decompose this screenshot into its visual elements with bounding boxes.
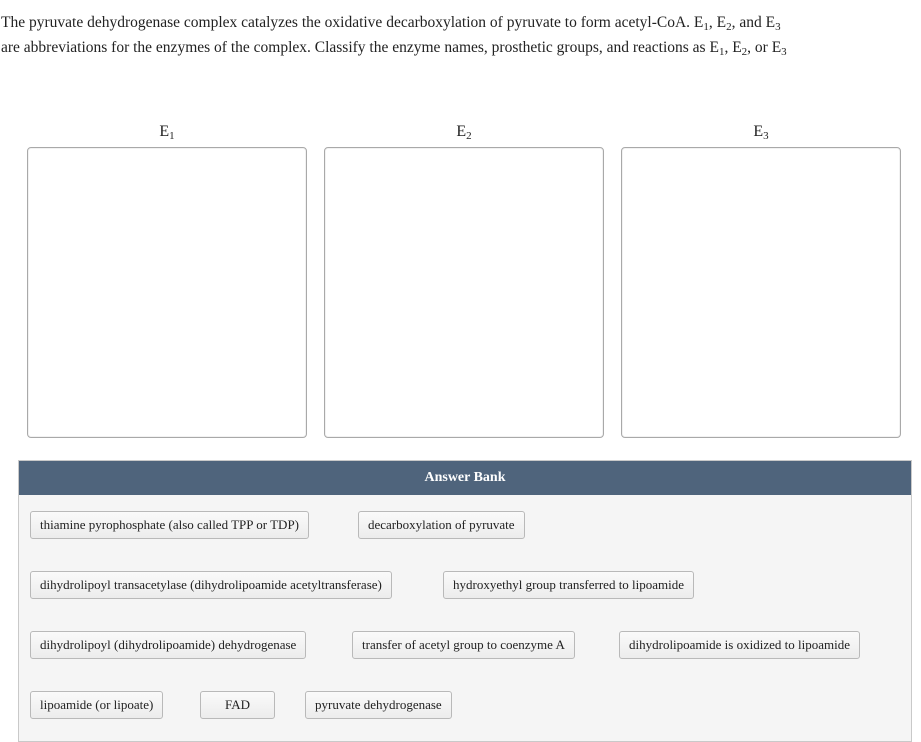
bin-label-e2: $E_2$ (456, 123, 472, 142)
answer-chip-thiamine-pyrophosphate[interactable]: thiamine pyrophosphate (also called TPP or TDP) (30, 511, 309, 539)
drop-zone-e1[interactable] (27, 147, 307, 438)
bin-label-e1: $E_1$ (159, 123, 175, 142)
question-line-1: The pyruvate dehydrogenase complex catalyzes the oxidative decarboxylation of pyruvate to form acetyl-CoA. $E_1$, $E_2$, and $E_3$ (1, 14, 781, 33)
answer-chip-pyruvate-dehydrogenase[interactable]: pyruvate dehydrogenase (305, 691, 452, 719)
drop-zone-e2[interactable] (324, 147, 604, 438)
drop-zone-e3[interactable] (621, 147, 901, 438)
answer-chip-acetyl-transfer-coa[interactable]: transfer of acetyl group to coenzyme A (352, 631, 575, 659)
answer-chip-dihydrolipoyl-transacetylase[interactable]: dihydrolipoyl transacetylase (dihydrolipoamide acetyltransferase) (30, 571, 392, 599)
question-line-2: are abbreviations for the enzymes of the complex. Classify the enzyme names, prosthetic groups, and reactions as $E_1$, $E_2$, or $E_3$ (1, 39, 787, 58)
answer-chip-fad[interactable]: FAD (200, 691, 275, 719)
answer-chip-decarboxylation-of-pyruvate[interactable]: decarboxylation of pyruvate (358, 511, 525, 539)
answer-bank (18, 460, 912, 742)
question-text (1, 10, 921, 60)
answer-chip-lipoamide[interactable]: lipoamide (or lipoate) (30, 691, 163, 719)
bin-label-e3: $E_3$ (753, 123, 769, 142)
answer-chip-hydroxyethyl-transfer[interactable]: hydroxyethyl group transferred to lipoamide (443, 571, 694, 599)
answer-bank-title: Answer Bank (19, 461, 911, 495)
answer-chip-dihydrolipoamide-oxidized[interactable]: dihydrolipoamide is oxidized to lipoamide (619, 631, 860, 659)
answer-chip-dihydrolipoyl-dehydrogenase[interactable]: dihydrolipoyl (dihydrolipoamide) dehydrogenase (30, 631, 306, 659)
